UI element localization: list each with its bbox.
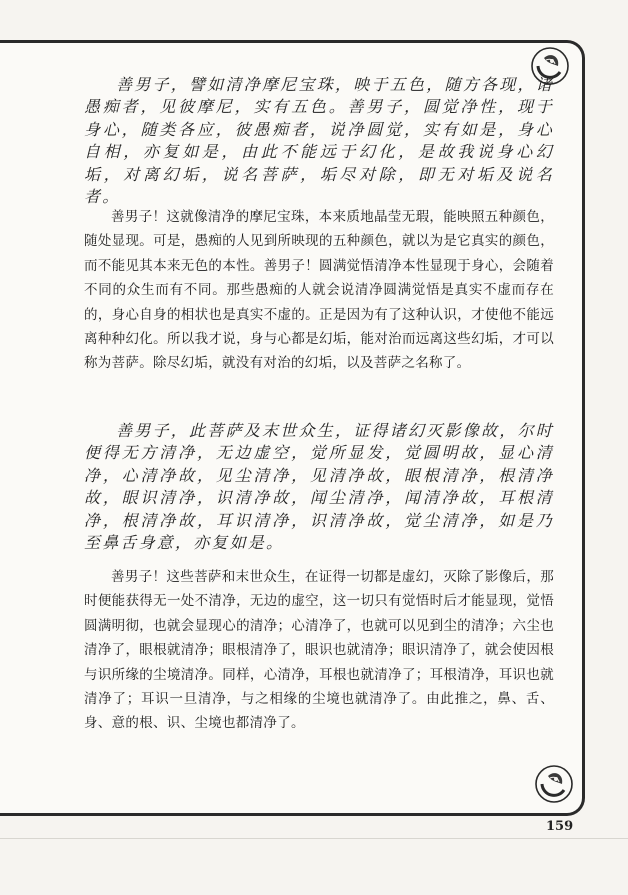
translation-text: 善男子！这些菩萨和末世众生，在证得一切都是虚幻，灭除了影像后，那时便能获得无一处不清净，无边的虚空，这一切只有觉悟时后才能显现，觉悟圆满明彻，也就会显现心的清净；心清净了，也就可以见到尘的清净；六尘也清净了，眼根就清净；眼根清净了，眼识也就清净；眼识清净了，就会使因根与识所缘的尘境清净。同样，心清净，耳根也就清净了；耳根清净，耳识也就清净了；耳识一旦清净，与之相缘的尘境也就清净了。由此推之，鼻、舌、身、意的根、识、尘境也都清净了。 [84,569,554,732]
sutra-text: 善男子，此菩萨及末世众生，证得诸幻灭影像故，尔时便得无方清净，无边虚空，觉所显发，觉圆明故，显心清净，心清净故，见尘清净，见清净故，眼根清净，根清净故，眼识清净，识清净故，闻尘清净，闻清净故，耳根清净，根清净故，耳识清净，识清净故，觉尘清净，如是乃至鼻舌身意，亦复如是。 [84,421,554,553]
translation-passage-1 [84,205,554,376]
translation-passage-2 [84,565,554,736]
divider [0,838,628,839]
page-number: 159 [546,819,574,834]
sutra-text: 善男子，譬如清净摩尼宝珠，映于五色，随方各现，诸愚痴者，见彼摩尼，实有五色。善男子，圆觉净性，现于身心，随类各应，彼愚痴者，说净圆觉，实有如是，身心自相，亦复如是，由此不能远于幻化，是故我说身心幻垢，对离幻垢，说名菩萨，垢尽对除，即无对垢及说名者。 [84,75,554,207]
sutra-passage-2 [84,420,554,554]
sutra-passage-1 [84,74,554,208]
lotus-ornament-icon [532,762,576,806]
translation-text: 善男子！这就像清净的摩尼宝珠，本来质地晶莹无瑕，能映照五种颜色，随处显现。可是，愚痴的人见到所映现的五种颜色，就以为是它真实的颜色，而不能见其本来无色的本性。善男子！圆满觉悟清净本性显现于身心，会随着不同的众生而有不同。那些愚痴的人就会说清净圆满觉悟是真实不虚而存在的，身心自身的相状也是真实不虚的。正是因为有了这种认识，才使他不能远离种种幻化。所以我才说，身与心都是幻垢，能对治而远离这些幻垢，才可以称为菩萨。除尽幻垢，就没有对治的幻垢，以及菩萨之名称了。 [84,209,554,372]
